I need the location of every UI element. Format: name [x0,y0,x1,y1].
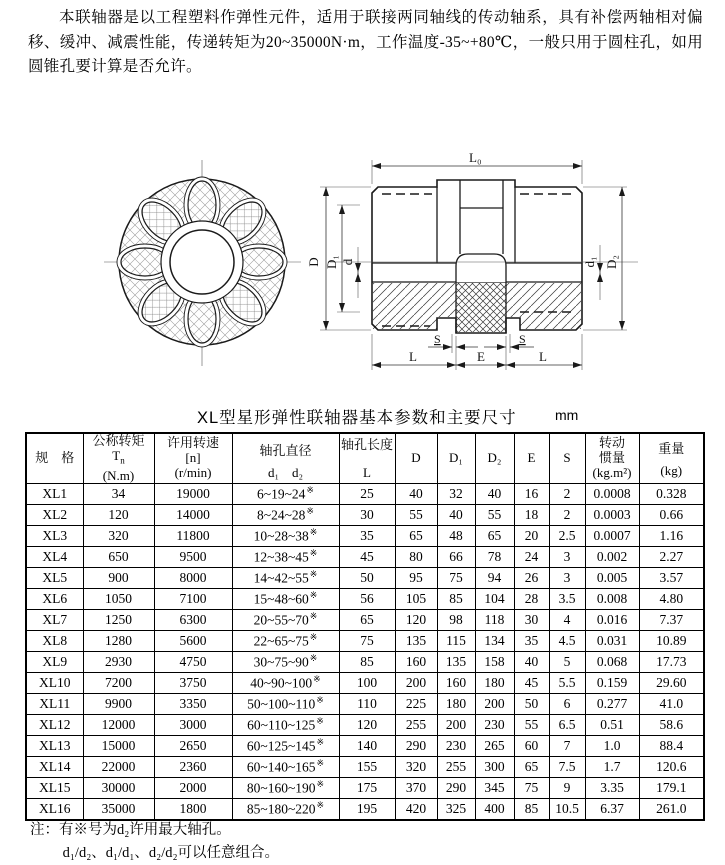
col-E: E [514,433,549,483]
table-row [26,588,704,609]
cell-D: 80 [395,546,437,567]
cell-D: 255 [395,714,437,735]
cell-bore: 30~75~90※ [232,651,339,672]
cell-speed: 2000 [154,777,232,798]
cell-D: 290 [395,735,437,756]
cell-torque: 650 [83,546,154,567]
cell-spec: XL1 [26,483,83,504]
cell-S: 3 [549,567,585,588]
cell-inertia: 1.7 [585,756,639,777]
cell-bore: 60~110~125※ [232,714,339,735]
cell-E: 85 [514,798,549,820]
cell-D: 225 [395,693,437,714]
table-row [26,651,704,672]
cell-S: 5 [549,651,585,672]
cell-D1: 200 [437,714,475,735]
cell-length: 65 [339,609,395,630]
cell-bore: 22~65~75※ [232,630,339,651]
cell-speed: 4750 [154,651,232,672]
dim-label-L-left: L [409,349,417,364]
cell-bore: 12~38~45※ [232,546,339,567]
cell-spec: XL14 [26,756,83,777]
cell-spec: XL13 [26,735,83,756]
cell-D: 40 [395,483,437,504]
cell-torque: 320 [83,525,154,546]
cell-E: 18 [514,504,549,525]
cell-spec: XL4 [26,546,83,567]
cell-inertia: 0.002 [585,546,639,567]
cell-weight: 88.4 [639,735,704,756]
table-row [26,630,704,651]
cell-D2: 40 [475,483,514,504]
cell-D: 200 [395,672,437,693]
cell-E: 35 [514,630,549,651]
cell-E: 75 [514,777,549,798]
cell-D1: 115 [437,630,475,651]
cell-spec: XL2 [26,504,83,525]
cell-spec: XL3 [26,525,83,546]
table-row [26,483,704,504]
table-title: XL型星形弹性联轴器基本参数和主要尺寸 [197,409,517,427]
cell-inertia: 1.0 [585,735,639,756]
cell-torque: 1250 [83,609,154,630]
col-speed: 许用转速 [n] (r/min) [154,433,232,483]
cell-inertia: 0.51 [585,714,639,735]
cell-D1: 40 [437,504,475,525]
table-row [26,756,704,777]
cell-bore: 40~90~100※ [232,672,339,693]
cell-S: 3.5 [549,588,585,609]
cell-E: 16 [514,483,549,504]
cell-S: 7 [549,735,585,756]
cell-length: 195 [339,798,395,820]
cell-inertia: 0.005 [585,567,639,588]
col-S: S [549,433,585,483]
cell-D1: 290 [437,777,475,798]
cell-speed: 3750 [154,672,232,693]
intro-paragraph: 本联轴器是以工程塑料作弹性元件，适用于联接两同轴线的传动轴系，具有补偿两轴相对偏移、缓冲、减震性能，传递转矩为20~35000N·m，工作温度-35~+80℃，一般只用于圆柱孔，如用圆锥孔要计算是否允许。 [28,9,703,75]
cell-weight: 0.328 [639,483,704,504]
table-row [26,714,704,735]
col-weight: 重量 (kg) [639,433,704,483]
table-title-row [25,404,703,430]
cell-length: 45 [339,546,395,567]
cell-spec: XL7 [26,609,83,630]
dim-label-E: E [477,349,485,364]
cell-spec: XL10 [26,672,83,693]
cell-length: 56 [339,588,395,609]
cell-D1: 180 [437,693,475,714]
cell-D2: 400 [475,798,514,820]
col-spec: 规 格 [26,433,83,483]
cell-D: 160 [395,651,437,672]
cell-weight: 29.60 [639,672,704,693]
cell-weight: 120.6 [639,756,704,777]
cell-inertia: 3.35 [585,777,639,798]
cell-spec: XL12 [26,714,83,735]
footnotes [30,819,695,865]
cell-torque: 9900 [83,693,154,714]
cell-length: 175 [339,777,395,798]
cell-spec: XL8 [26,630,83,651]
cell-weight: 1.16 [639,525,704,546]
cell-bore: 6~19~24※ [232,483,339,504]
dim-label-S-left: S [434,332,441,346]
cell-speed: 14000 [154,504,232,525]
cell-bore: 8~24~28※ [232,504,339,525]
table-header [26,433,704,483]
cell-D2: 265 [475,735,514,756]
col-D1: D₁ [437,433,475,483]
table-row [26,504,704,525]
cell-D1: 32 [437,483,475,504]
cell-S: 6.5 [549,714,585,735]
cell-D: 120 [395,609,437,630]
cell-D2: 94 [475,567,514,588]
cell-S: 9 [549,777,585,798]
col-D2: D₂ [475,433,514,483]
cell-inertia: 0.159 [585,672,639,693]
cell-D2: 78 [475,546,514,567]
cell-torque: 34 [83,483,154,504]
cell-D: 370 [395,777,437,798]
cell-torque: 30000 [83,777,154,798]
cell-D1: 85 [437,588,475,609]
cell-length: 50 [339,567,395,588]
cell-speed: 2650 [154,735,232,756]
cell-length: 110 [339,693,395,714]
cell-torque: 2930 [83,651,154,672]
col-torque: 公称转矩 $T_n$ (N.m) [83,433,154,483]
cell-speed: 3000 [154,714,232,735]
cell-S: 2 [549,504,585,525]
cell-E: 45 [514,672,549,693]
cell-speed: 6300 [154,609,232,630]
cell-length: 30 [339,504,395,525]
cell-torque: 12000 [83,714,154,735]
cell-E: 30 [514,609,549,630]
cell-bore: 10~28~38※ [232,525,339,546]
cell-D: 320 [395,756,437,777]
cell-length: 75 [339,630,395,651]
cell-E: 20 [514,525,549,546]
cell-D2: 230 [475,714,514,735]
dim-label-D2: D₂ [604,255,619,269]
dim-label-S-right: S [519,332,526,346]
cell-bore: 80~160~190※ [232,777,339,798]
cell-inertia: 0.031 [585,630,639,651]
cell-spec: XL6 [26,588,83,609]
cell-E: 50 [514,693,549,714]
cell-weight: 7.37 [639,609,704,630]
cell-D2: 200 [475,693,514,714]
cell-weight: 10.89 [639,630,704,651]
parameter-table [25,432,705,821]
cell-D1: 230 [437,735,475,756]
cell-E: 65 [514,756,549,777]
cell-S: 10.5 [549,798,585,820]
cell-length: 35 [339,525,395,546]
cell-S: 5.5 [549,672,585,693]
cell-S: 7.5 [549,756,585,777]
cell-length: 85 [339,651,395,672]
cell-D: 65 [395,525,437,546]
cell-inertia: 0.0007 [585,525,639,546]
cell-D1: 98 [437,609,475,630]
cell-S: 4 [549,609,585,630]
cell-length: 120 [339,714,395,735]
cell-E: 60 [514,735,549,756]
table-row [26,798,704,820]
cell-speed: 1800 [154,798,232,820]
cell-inertia: 0.016 [585,609,639,630]
cell-D: 55 [395,504,437,525]
cell-weight: 0.66 [639,504,704,525]
dim-label-L0: L₀ [469,150,482,165]
cell-bore: 50~100~110※ [232,693,339,714]
cell-D1: 75 [437,567,475,588]
col-length: 轴孔长度 L [339,433,395,483]
cell-S: 6 [549,693,585,714]
cell-D2: 345 [475,777,514,798]
technical-drawing [0,140,725,390]
cell-inertia: 6.37 [585,798,639,820]
cell-torque: 22000 [83,756,154,777]
cell-speed: 9500 [154,546,232,567]
table-row [26,735,704,756]
dim-label-L-right: L [539,349,547,364]
col-bore: 轴孔直径 d₁ d₂ [232,433,339,483]
cell-D1: 66 [437,546,475,567]
cell-length: 25 [339,483,395,504]
cell-weight: 4.80 [639,588,704,609]
dim-label-d: d [340,258,355,266]
table-row [26,672,704,693]
cell-torque: 1280 [83,630,154,651]
cell-D: 95 [395,567,437,588]
cell-speed: 3350 [154,693,232,714]
cell-bore: 85~180~220※ [232,798,339,820]
cell-torque: 900 [83,567,154,588]
table-body [26,483,704,820]
cell-D2: 55 [475,504,514,525]
cell-D: 135 [395,630,437,651]
cell-bore: 20~55~70※ [232,609,339,630]
cell-speed: 19000 [154,483,232,504]
cell-bore: 60~125~145※ [232,735,339,756]
cell-bore: 15~48~60※ [232,588,339,609]
table-row [26,777,704,798]
cell-speed: 7100 [154,588,232,609]
cell-S: 4.5 [549,630,585,651]
cell-weight: 2.27 [639,546,704,567]
cell-D: 420 [395,798,437,820]
col-D: D [395,433,437,483]
cell-length: 140 [339,735,395,756]
cell-torque: 15000 [83,735,154,756]
cell-S: 2 [549,483,585,504]
cell-torque: 7200 [83,672,154,693]
cell-inertia: 0.0003 [585,504,639,525]
cell-speed: 8000 [154,567,232,588]
cell-D2: 65 [475,525,514,546]
cell-D2: 118 [475,609,514,630]
cell-D2: 300 [475,756,514,777]
cell-length: 100 [339,672,395,693]
cell-spec: XL9 [26,651,83,672]
cell-E: 40 [514,651,549,672]
cell-torque: 1050 [83,588,154,609]
cell-D: 105 [395,588,437,609]
cell-E: 24 [514,546,549,567]
cell-S: 2.5 [549,525,585,546]
cell-D1: 325 [437,798,475,820]
cell-D2: 180 [475,672,514,693]
cell-D2: 158 [475,651,514,672]
table-unit: mm [555,407,579,423]
cell-inertia: 0.0008 [585,483,639,504]
table-row [26,609,704,630]
cell-weight: 41.0 [639,693,704,714]
cell-weight: 17.73 [639,651,704,672]
col-inertia: 转动 惯量 (kg.m²) [585,433,639,483]
cell-torque: 35000 [83,798,154,820]
footnote-line2: d₁/d₂、d₁/d₁、d₂/d₂可以任意组合。 [62,845,280,861]
cell-D1: 135 [437,651,475,672]
cell-length: 155 [339,756,395,777]
cell-weight: 179.1 [639,777,704,798]
cell-weight: 3.57 [639,567,704,588]
cell-weight: 58.6 [639,714,704,735]
cell-D1: 48 [437,525,475,546]
cell-spec: XL16 [26,798,83,820]
cell-D1: 160 [437,672,475,693]
cell-S: 3 [549,546,585,567]
cell-E: 55 [514,714,549,735]
cell-spec: XL5 [26,567,83,588]
table-row [26,546,704,567]
cell-speed: 5600 [154,630,232,651]
cell-E: 26 [514,567,549,588]
table-row [26,525,704,546]
cell-spec: XL15 [26,777,83,798]
cell-weight: 261.0 [639,798,704,820]
table-row [26,567,704,588]
footnote-line1: 注：有※号为d₂许用最大轴孔。 [30,822,231,838]
dim-label-D1: D₁ [324,255,339,269]
dim-label-D: D [306,257,321,267]
cell-inertia: 0.068 [585,651,639,672]
cell-inertia: 0.008 [585,588,639,609]
cell-bore: 60~140~165※ [232,756,339,777]
cell-speed: 2360 [154,756,232,777]
cell-bore: 14~42~55※ [232,567,339,588]
dim-label-d1: d₁ [582,256,597,268]
cell-D2: 104 [475,588,514,609]
cell-E: 28 [514,588,549,609]
cell-D2: 134 [475,630,514,651]
cell-inertia: 0.277 [585,693,639,714]
cell-speed: 11800 [154,525,232,546]
cell-spec: XL11 [26,693,83,714]
table-row [26,693,704,714]
cell-torque: 120 [83,504,154,525]
front-view [104,160,301,366]
cell-D1: 255 [437,756,475,777]
